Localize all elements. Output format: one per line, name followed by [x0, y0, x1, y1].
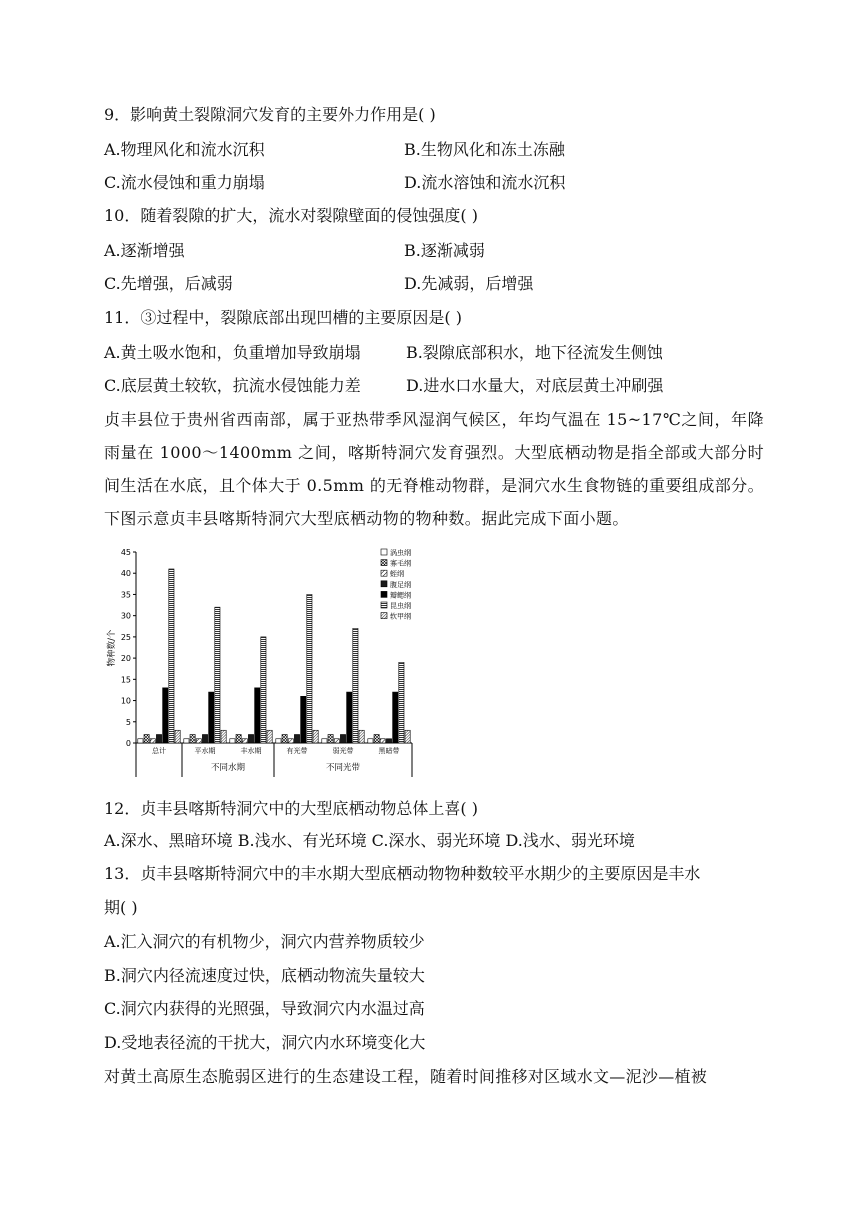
bar [399, 662, 404, 743]
y-tick-label: 35 [120, 590, 131, 600]
bar [374, 735, 379, 743]
bar [353, 628, 358, 743]
bar [347, 692, 352, 743]
q10-option-a: A.逐渐增强 [104, 241, 185, 260]
x-tick-label: 丰水期 [240, 747, 262, 755]
bar [294, 735, 299, 743]
y-tick-label: 20 [120, 654, 131, 664]
q10-option-c: C.先增强，后减弱 [104, 274, 233, 293]
y-tick-label: 30 [120, 611, 131, 621]
bar [313, 730, 318, 743]
bar [405, 730, 410, 743]
legend-label: 涡虫纲 [390, 549, 411, 557]
legend-swatch [381, 581, 387, 587]
passage-karst-cave: 贞丰县位于贵州省西南部，属于亚热带季风湿润气候区，年均气温在 15~17℃之间，年降雨量在 1000～1400mm 之间，喀斯特洞穴发育强烈。大型底栖动物是指全部或大部分时间生活在水底，且个体大于 0.5mm 的无脊椎动物群，是洞穴水生食物链的重要组成部分。下图示意贞丰县喀斯特洞穴大型底栖动物的物种数。据此完成下面小题。 [104, 410, 764, 528]
group-label: 不同水期 [210, 763, 246, 773]
legend-swatch [381, 570, 387, 576]
bar [276, 739, 281, 743]
q13-option-d: D.受地表径流的干扰大，洞穴内水环境变化大 [104, 1033, 426, 1052]
bar [267, 730, 272, 743]
bar [242, 739, 247, 743]
bar [156, 735, 161, 743]
q11-stem: 11．③过程中，裂隙底部出现凹槽的主要原因是( ) [104, 308, 462, 327]
y-tick-label: 15 [120, 675, 131, 685]
legend-swatch [381, 602, 387, 608]
bar [340, 735, 345, 743]
legend-label: 昆虫纲 [390, 602, 411, 610]
bar [236, 735, 241, 743]
bar [288, 739, 293, 743]
bar [282, 735, 287, 743]
q11-option-c: C.底层黄土较软，抗流水侵蚀能力差 [104, 376, 361, 395]
bar [368, 739, 373, 743]
q10-option-b: B.逐渐减弱 [404, 241, 485, 260]
bar [359, 730, 364, 743]
bar [221, 730, 226, 743]
species-bar-chart [104, 545, 424, 780]
q9-option-d: D.流水溶蚀和流水沉积 [404, 173, 566, 192]
x-tick-label: 平水期 [194, 747, 216, 755]
q9-option-a: A.物理风化和流水沉积 [104, 140, 265, 159]
q10-stem: 10．随着裂隙的扩大，流水对裂隙壁面的侵蚀强度( ) [104, 206, 478, 225]
legend-label: 软甲纲 [390, 612, 411, 621]
q13-option-c: C.洞穴内获得的光照强，导致洞穴内水温过高 [104, 999, 425, 1018]
legend-label: 寡毛纲 [390, 559, 411, 568]
x-tick-label: 总计 [152, 747, 166, 755]
y-tick-label: 5 [125, 717, 131, 727]
q13-option-a: A.汇入洞穴的有机物少，洞穴内营养物质较少 [104, 932, 425, 951]
y-tick-label: 45 [120, 548, 131, 557]
bar [393, 692, 398, 743]
q12-options: A.深水、黑暗环境 B.浅水、有光环境 C.深水、弱光环境 D.浅水、弱光环境 [104, 831, 635, 850]
bar [196, 739, 201, 743]
bar [255, 688, 260, 743]
bar [261, 637, 266, 743]
q9-stem: 9．影响黄土裂隙洞穴发育的主要外力作用是( ) [104, 105, 436, 124]
q13-option-b: B.洞穴内径流速度过快，底栖动物流失量较大 [104, 966, 425, 985]
legend-swatch [381, 591, 387, 597]
y-tick-label: 40 [120, 569, 131, 579]
bar [386, 739, 391, 743]
bar [190, 735, 195, 743]
bar [150, 739, 155, 743]
bar [307, 594, 312, 743]
bar [169, 569, 174, 743]
bar [334, 739, 339, 743]
y-tick-label: 0 [125, 739, 131, 748]
bar [163, 688, 168, 743]
bar [209, 692, 214, 743]
bar [380, 739, 385, 743]
legend-swatch [381, 549, 387, 555]
q11-option-d: D.进水口水量大，对底层黄土冲刷强 [406, 376, 664, 395]
bar [215, 607, 220, 743]
x-tick-label: 有光带 [286, 747, 308, 755]
legend-label: 瓣鳃纲 [390, 591, 411, 600]
y-tick-label: 25 [120, 632, 131, 642]
x-tick-label: 黑暗带 [378, 747, 400, 755]
legend-swatch [381, 613, 387, 619]
group-label: 不同光带 [325, 763, 361, 773]
y-tick-label: 10 [120, 696, 131, 706]
bar [301, 696, 306, 743]
q13-stem-line2: 期( ) [104, 898, 138, 917]
bar [175, 730, 180, 743]
q13-stem-line1: 13．贞丰县喀斯特洞穴中的丰水期大型底栖动物物种数较平水期少的主要原因是丰水 [104, 864, 701, 883]
bar [184, 739, 189, 743]
bar [202, 735, 207, 743]
passage-loess-plateau: 对黄土高原生态脆弱区进行的生态建设工程，随着时间推移对区域水文—泥沙—植被 [104, 1067, 708, 1086]
bar [144, 735, 149, 743]
x-tick-label: 弱光带 [332, 747, 354, 755]
q11-option-a: A.黄土吸水饱和，负重增加导致崩塌 [104, 343, 361, 362]
q9-option-b: B.生物风化和冻土冻融 [404, 140, 565, 159]
bar [328, 735, 333, 743]
legend-label: 腹足纲 [390, 580, 411, 589]
y-axis-label: 物种数/个 [107, 629, 117, 667]
bar [248, 735, 253, 743]
q12-stem: 12．贞丰县喀斯特洞穴中的大型底栖动物总体上喜( ) [104, 799, 478, 818]
bar [230, 739, 235, 743]
bar [138, 739, 143, 743]
legend-swatch [381, 560, 387, 566]
q11-option-b: B.裂隙底部积水，地下径流发生侧蚀 [406, 343, 663, 362]
q10-option-d: D.先减弱，后增强 [404, 274, 534, 293]
bar [322, 739, 327, 743]
q9-option-c: C.流水侵蚀和重力崩塌 [104, 173, 265, 192]
legend-label: 蛭纲 [390, 570, 404, 579]
